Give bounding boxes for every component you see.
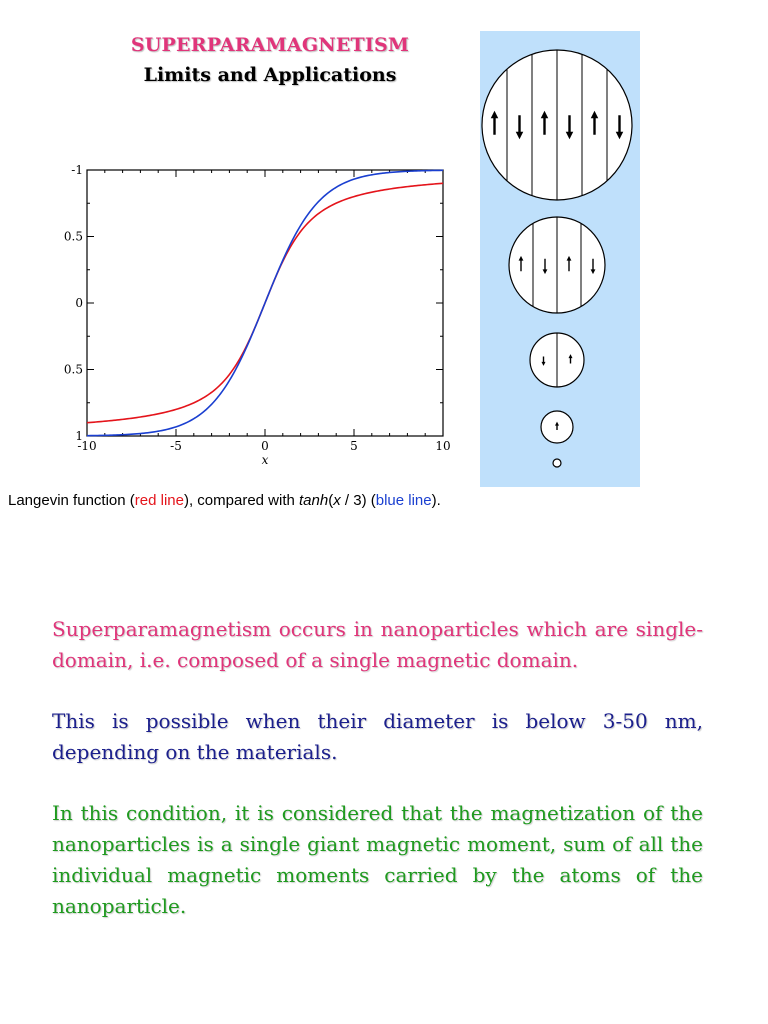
tanh-line [87,170,443,435]
particle [530,333,584,387]
y-tick-label: 0.5 [63,362,83,377]
chart-caption: Langevin function (red line), compared with tanh(x / 3) (blue line). [8,492,441,509]
y-tick-label: 1 [75,429,83,443]
paragraph-magnetization: In this condition, it is considered that the magnetization of the nanoparticles is a single giant magnetic moment, sum of all the individual magnetic moments carried by the atoms of the nanoparticle. [52,801,703,918]
x-tick-label: 5 [350,439,358,453]
particle [541,411,573,443]
x-tick-label: 10 [435,439,451,453]
paragraph-diameter: This is possible when their diameter is below 3-50 nm, depending on the materials. [52,709,703,764]
caption-red-label: red line [134,492,184,509]
x-tick-label: 0 [261,439,269,453]
particle [482,50,632,200]
y-tick-label: -1 [71,163,83,177]
y-tick-label: 0.5 [63,229,83,244]
particle [553,459,561,467]
x-tick-label: -10 [77,439,97,453]
caption-blue-label: blue line [375,492,432,509]
y-tick-label: 0 [75,296,83,310]
slide-title: SUPERPARAMAGNETISM [130,34,410,56]
particle [509,217,605,313]
langevin-chart [50,160,460,475]
x-tick-label: -5 [170,439,182,453]
domain-figure [480,31,640,487]
particle-circle [553,459,561,467]
paragraph-definition: Superparamagnetism occurs in nanoparticles which are single-domain, i.e. composed of a single magnetic domain. [52,617,703,672]
x-axis-label: x [261,453,269,467]
slide-subtitle: Limits and Applications [143,64,397,86]
